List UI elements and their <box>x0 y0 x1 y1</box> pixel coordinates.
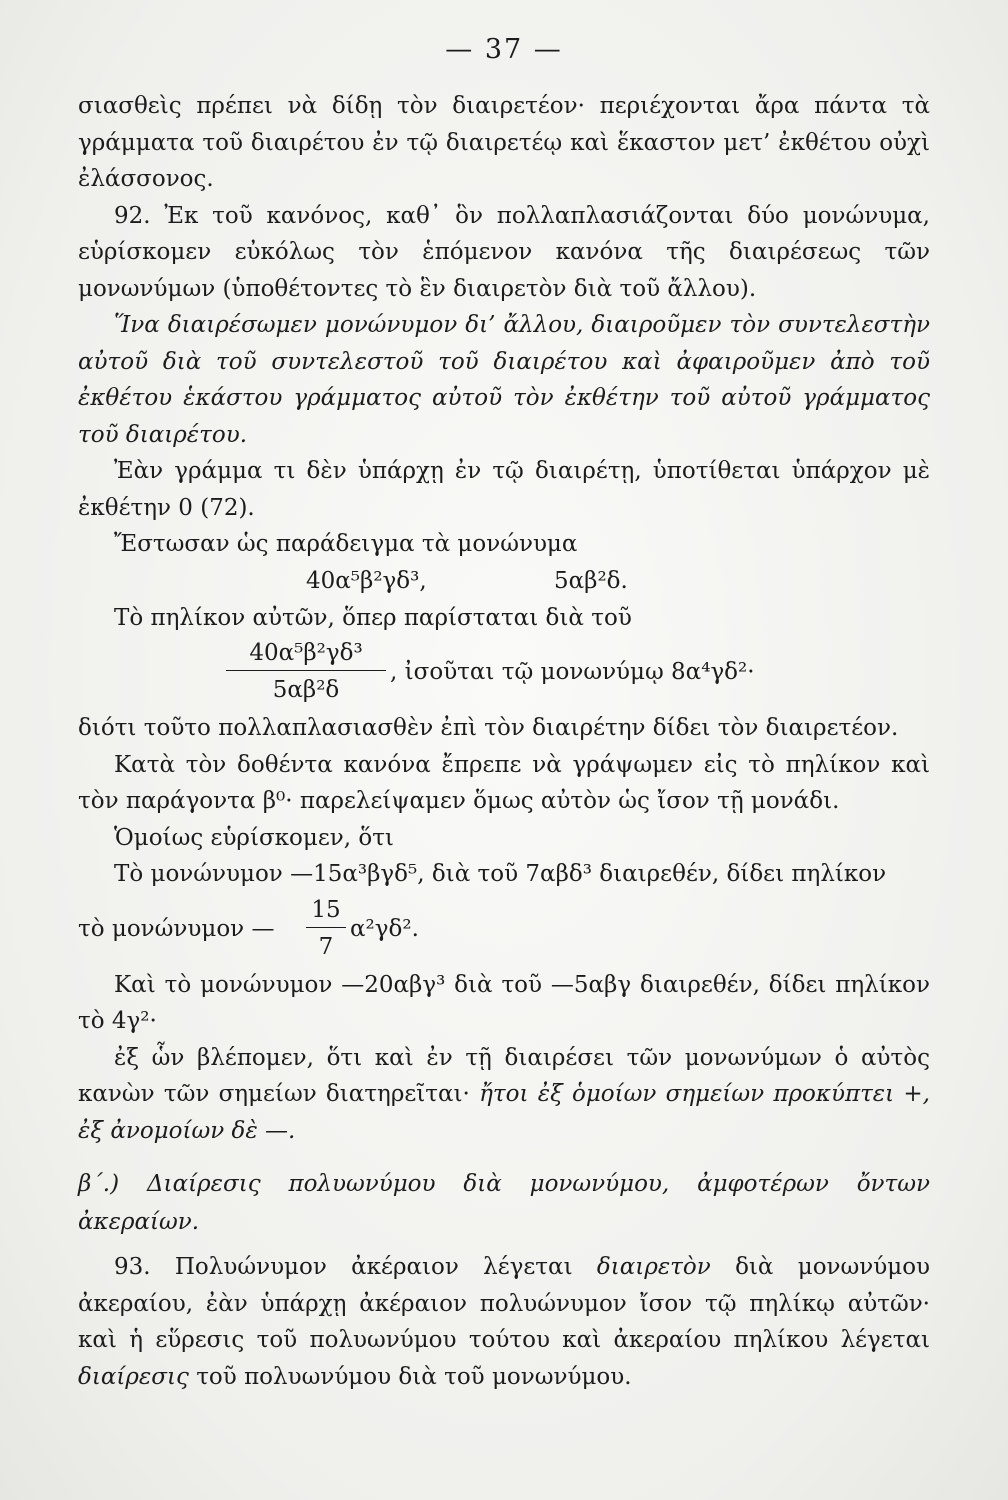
fraction-denominator: 5αβ²δ <box>272 677 340 703</box>
paragraph-reason: διότι τοῦτο πολλαπλασιασθὲν ἐπὶ τὸν διαιρέτην δίδει τὸν διαιρετέον. <box>78 715 899 741</box>
paragraph-93 <box>78 1249 930 1395</box>
paragraph-missing-letter: Ἐὰν γράμμα τι δὲν ὑπάρχῃ ἐν τῷ διαιρέτῃ, ὑποτίθεται ὑπάρχον μὲ ἐκθέτην 0 (72). <box>78 458 930 521</box>
paragraph-quotient: Τὸ πηλίκον αὐτῶν, ὅπερ παρίσταται διὰ τοῦ <box>114 604 632 631</box>
term-division: διαίρεσις <box>78 1363 189 1390</box>
paragraph-example-3: Καὶ τὸ μονώνυμον —20αβγ³ διὰ τοῦ —5αβγ διαιρεθέν, δίδει πηλίκον τὸ 4γ²· <box>78 971 930 1034</box>
monomial-divisor: 5αβ²δ. <box>553 567 628 594</box>
division-rule: Ἵνα διαιρέσωμεν μονώνυμον δι’ ἄλλου, διαιροῦμεν τὸν συντελεστὴν αὐτοῦ διὰ τοῦ συντελεστοῦ τοῦ διαιρέτου καὶ ἀφαιροῦμεν ἀπὸ τοῦ ἐκθέτου ἑκάστου γράμματος αὐτοῦ τὸν ἐκθέτην τοῦ αὐτοῦ γράμματος τοῦ διαιρέτου. <box>78 312 930 448</box>
paragraph-example: Ἔστωσαν ὡς παράδειγμα τὰ μονώνυμα <box>114 531 578 557</box>
second-quotient-rest: α²γδ². <box>350 915 419 942</box>
paragraph-example-2: Τὸ μονώνυμον —15α³βγδ⁵, διὰ τοῦ 7αβδ³ διαιρεθέν, δίδει πηλίκον <box>114 861 887 887</box>
fraction-denominator: 7 <box>318 933 334 960</box>
quotient-fraction-line <box>78 636 930 710</box>
paragraph-continuation: σιασθεὶς πρέπει νὰ δίδῃ τὸν διαιρετέον· περιέχονται ἄρα πάντα τὰ γράμματα τοῦ διαιρέτου ἐν τῷ διαιρετέῳ καὶ ἕκαστον μετ’ ἐκθέτου οὐχὶ ἐλάσσονος. <box>78 93 930 192</box>
section-heading: β΄.) Διαίρεσις πολυωνύμου διὰ μονωνύμου, ἀμφοτέρων ὄντων ἀκεραίων. <box>78 1171 930 1235</box>
second-quotient-line <box>78 893 930 967</box>
p93-part-2: διὰ μονωνύμου ἀκεραίου, ἐὰν ὑπάρχῃ ἀκέραιον πολυώνυμον ἴσον τῷ πηλίκῳ αὐτῶν· καὶ ἡ εὕρεσις τοῦ πολυωνύμου τούτου καὶ ἀκεραίου πηλίκου λέγεται <box>78 1254 931 1353</box>
monomial-dividend: 40α⁵β²γδ³, <box>306 567 427 594</box>
paragraph-rule-note: Κατὰ τὸν δοθέντα κανόνα ἔπρεπε νὰ γράψωμεν εἰς τὸ πηλίκον καὶ τὸν παράγοντα β⁰· παρελείψαμεν ὅμως αὐτὸν ὡς ἴσον τῇ μονάδι. <box>78 751 930 814</box>
quotient-result: , ἰσοῦται τῷ μονωνύμῳ 8α⁴γδ²· <box>390 659 755 685</box>
fraction-numerator: 40α⁵β²γδ³ <box>226 636 386 671</box>
signs-rule: ἤτοι ἐξ ὁμοίων σημείων προκύπτει +, ἐξ ἀνομοίων δὲ —. <box>78 1081 930 1144</box>
signs-intro: ἐξ ὧν βλέπομεν, ὅτι καὶ ἐν τῇ διαιρέσει τῶν μονωνύμων ὁ αὐτὸς κανὼν τῶν σημείων διατηρεῖται· <box>78 1044 930 1107</box>
page-number: — 37 — <box>445 34 563 65</box>
quotient-fraction <box>226 636 386 707</box>
p93-part-1: 93. Πολυώνυμον ἀκέραιον λέγεται <box>114 1254 573 1280</box>
fraction-numerator: 15 <box>306 893 346 928</box>
example-monomials <box>78 563 930 600</box>
p93-part-3: τοῦ πολυωνύμου διὰ τοῦ μονωνύμου. <box>196 1363 632 1390</box>
paragraph-92: 92. Ἐκ τοῦ κανόνος, καθ᾽ ὃν πολλαπλασιάζονται δύο μονώνυμα, εὑρίσκομεν εὐκόλως τὸν ἑπόμενον κανόνα τῆς διαιρέσεως τῶν μονωνύμων (ὑποθέτοντες τὸ ἓν διαιρετὸν διὰ τοῦ ἄλλου). <box>78 202 930 302</box>
second-quotient-label: τὸ μονώνυμον — <box>78 915 275 942</box>
page-body <box>78 88 930 1395</box>
second-quotient-fraction <box>306 893 346 964</box>
paragraph-signs <box>78 1040 930 1150</box>
paragraph-similarly: Ὁμοίως εὑρίσκομεν, ὅτι <box>114 824 394 851</box>
term-divisible: διαιρετὸν <box>596 1254 711 1280</box>
